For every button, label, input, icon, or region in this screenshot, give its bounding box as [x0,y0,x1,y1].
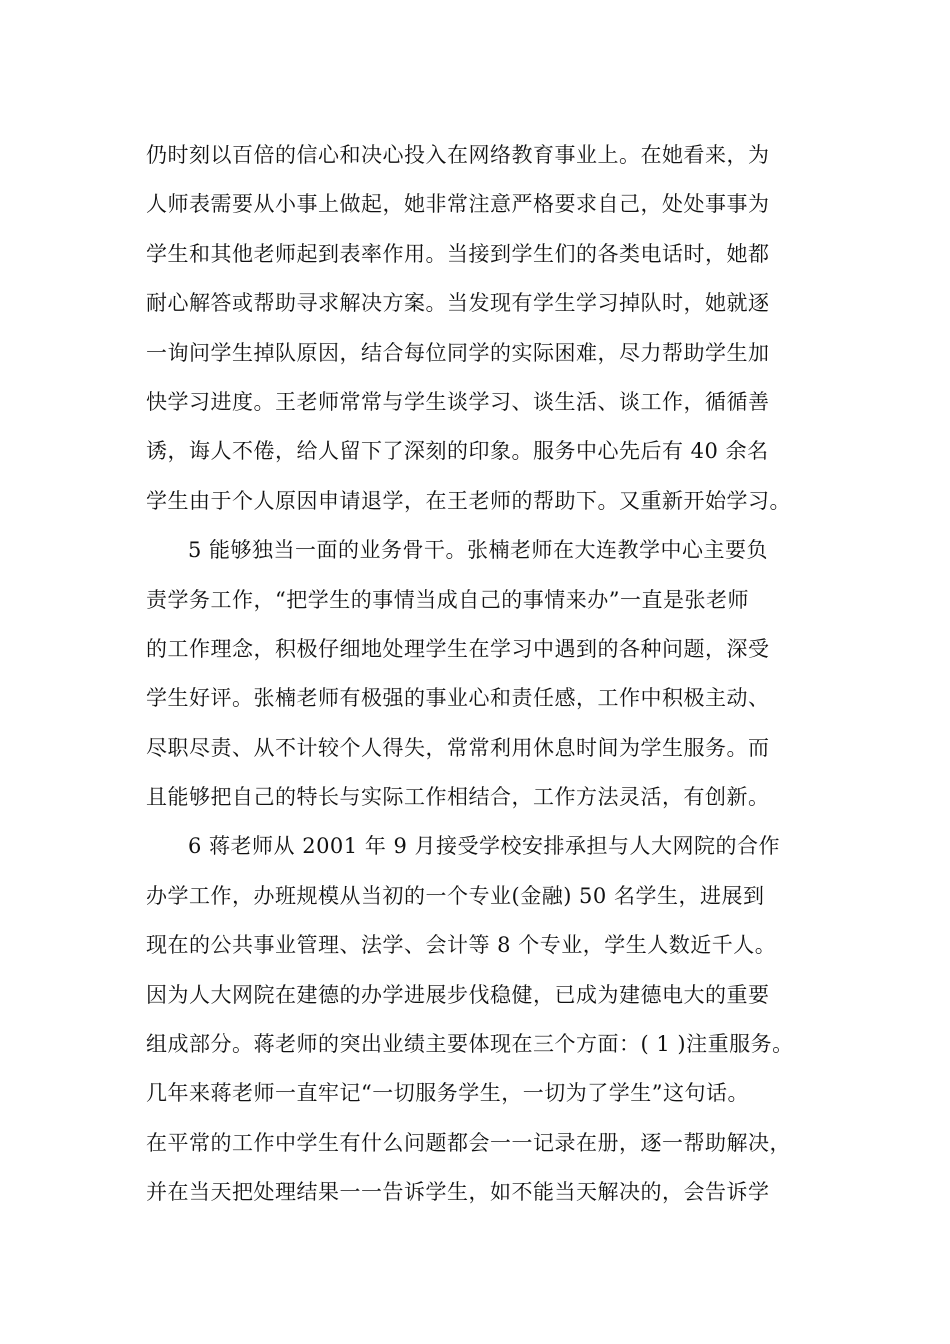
text-line: 一询问学生掉队原因，结合每位同学的实际困难，尽力帮助学生加 [146,340,770,365]
text-line: 组成部分。蒋老师的突出业绩主要体现在三个方面：( 1 )注重服务。 [146,1032,794,1057]
text-line: 办学工作，办班规模从当初的一个专业(金融) 50 名学生，进展到 [146,883,765,908]
text-line: 现在的公共事业管理、法学、会计等 8 个专业，学生人数近千人。 [146,933,777,958]
text-line: 耐心解答或帮助寻求解决方案。当发现有学生学习掉队时，她就逐 [146,291,770,316]
text-line: 尽职尽责、从不计较个人得失，常常利用休息时间为学生服务。而 [146,735,770,760]
text-line: 且能够把自己的特长与实际工作相结合，工作方法灵活，有创新。 [146,785,770,810]
text-line: 责学务工作，“把学生的事情当成自己的事情来办”一直是张老师 [146,587,749,612]
text-line: 因为人大网院在建德的办学进展步伐稳健，已成为建德电大的重要 [146,982,770,1007]
paragraph-first-line: 6 蒋老师从 2001 年 9 月接受学校安排承担与人大网院的合作 [188,834,781,859]
text-line: 在平常的工作中学生有什么问题都会一一记录在册，逐一帮助解决， [146,1130,791,1155]
text-line: 学生由于个人原因申请退学，在王老师的帮助下。又重新开始学习。 [146,488,791,513]
text-line: 快学习进度。王老师常常与学生谈学习、谈生活、谈工作，循循善 [146,389,770,414]
text-line: 几年来蒋老师一直牢记“一切服务学生，一切为了学生”这句话。 [146,1081,749,1106]
paragraph-first-line: 5 能够独当一面的业务骨干。张楠老师在大连教学中心主要负 [188,538,769,563]
text-line: 学生和其他老师起到表率作用。当接到学生们的各类电话时，她都 [146,241,770,266]
text-line: 诱，诲人不倦，给人留下了深刻的印象。服务中心先后有 40 余名 [146,439,769,464]
text-line: 的工作理念，积极仔细地处理学生在学习中遇到的各种问题，深受 [146,636,770,661]
text-line: 并在当天把处理结果一一告诉学生，如不能当天解决的，会告诉学 [146,1180,770,1205]
text-line: 人师表需要从小事上做起，她非常注意严格要求自己，处处事事为 [146,192,770,217]
document-body [146,131,836,1218]
text-line: 仍时刻以百倍的信心和决心投入在网络教育事业上。在她看来，为 [146,143,770,167]
text-line: 学生好评。张楠老师有极强的事业心和责任感，工作中积极主动、 [146,686,770,711]
